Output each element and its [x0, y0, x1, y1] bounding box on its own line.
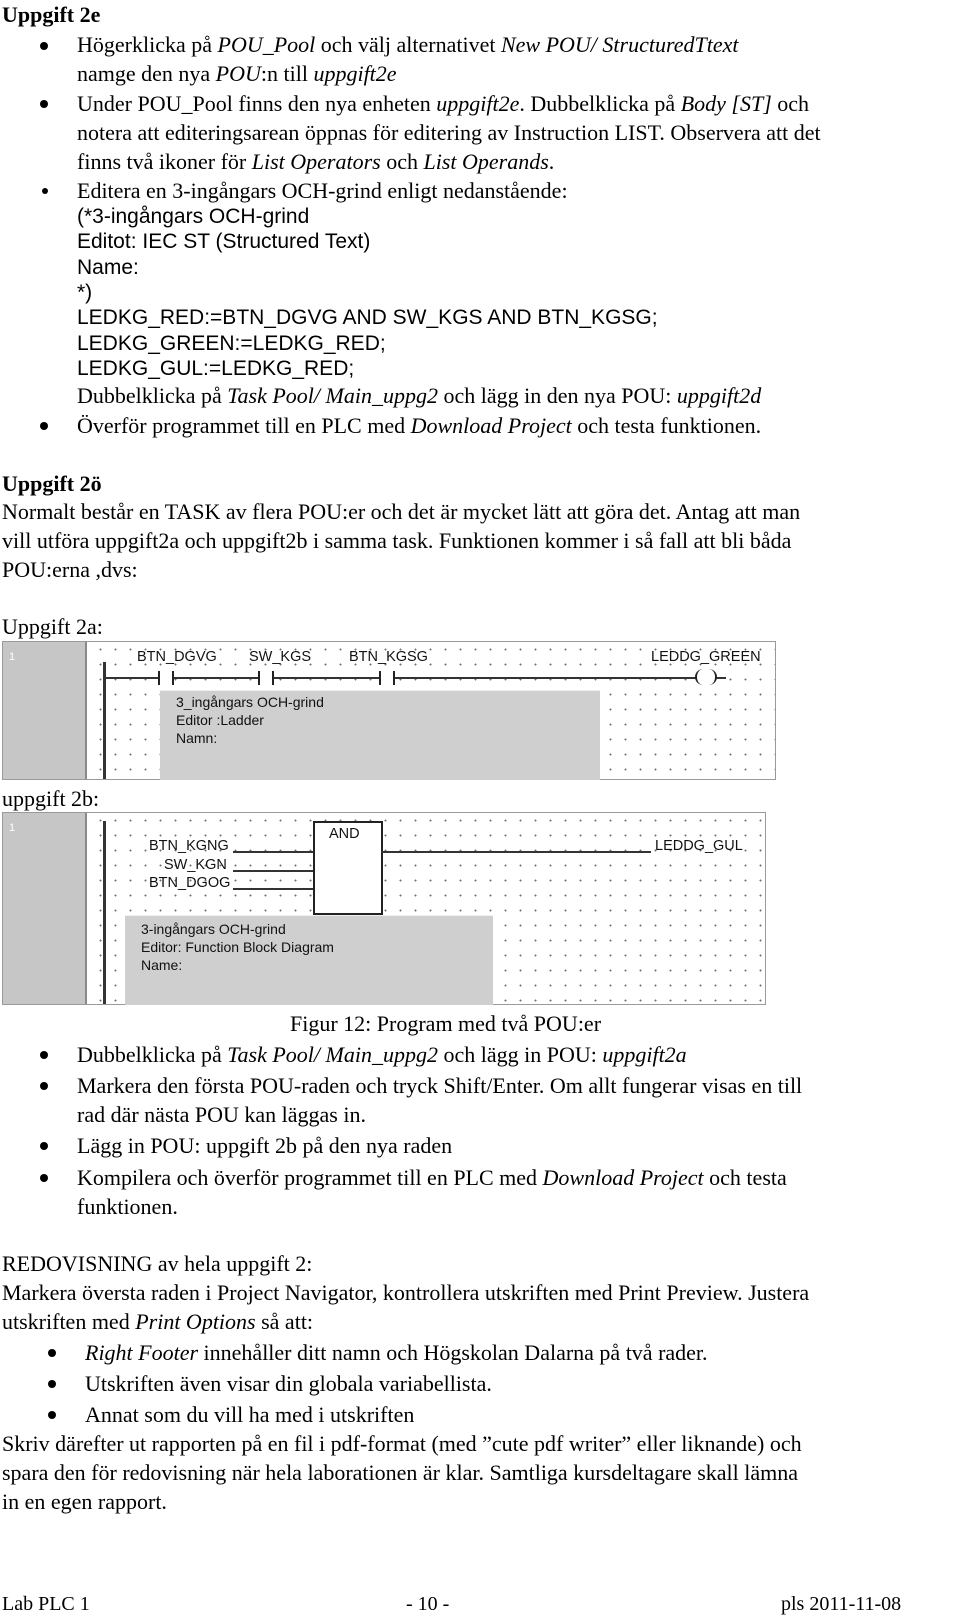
- bullet-dot: [40, 1142, 48, 1150]
- code-line: Editot: IEC ST (Structured Text): [77, 230, 371, 253]
- input-label: BTN_DGOG: [149, 875, 231, 891]
- paragraph-line: POU:erna ,dvs:: [2, 557, 138, 582]
- rung-wire: [106, 677, 726, 679]
- input-label: SW_KGN: [164, 857, 227, 873]
- bullet-dot: [48, 1380, 56, 1388]
- input-wire: [233, 851, 313, 853]
- comment-line: Editor: Function Block Diagram: [141, 939, 334, 955]
- print-option-bullet-2: Utskriften även visar din globala variabellista.: [85, 1371, 492, 1396]
- instruction-bullet-2-line-2: rad där nästa POU kan läggas in.: [77, 1102, 366, 1127]
- coil-symbol: [695, 669, 717, 685]
- input-wire: [233, 888, 313, 890]
- contact-label: SW_KGS: [249, 649, 312, 665]
- bullet-dot: [48, 1349, 56, 1357]
- print-option-bullet-3: Annat som du vill ha med i utskriften: [85, 1402, 415, 1427]
- footer-right: pls 2011-11-08: [781, 1593, 902, 1615]
- input-wire: [233, 870, 313, 872]
- instruction-bullet-4-line-1: Kompilera och överför programmet till en PLC med Download Project och testa: [77, 1165, 787, 1190]
- comment-line: 3_ingångars OCH-grind: [176, 694, 324, 710]
- contact-symbol: [379, 671, 395, 685]
- figure-caption: Figur 12: Program med två POU:er: [290, 1011, 602, 1036]
- left-power-rail: [103, 821, 106, 1004]
- row-number-column: [3, 642, 87, 779]
- bullet-dot: [40, 1174, 48, 1182]
- bullet-dot: [40, 1051, 48, 1059]
- paragraph-line: Normalt består en TASK av flera POU:er och det är mycket lätt att göra det. Antag att man: [2, 499, 801, 524]
- heading-uppgift-2o: Uppgift 2ö: [2, 471, 102, 496]
- heading-uppgift-2e: Uppgift 2e: [2, 2, 101, 27]
- network-comment: [160, 690, 600, 780]
- contact-symbol: [158, 671, 174, 685]
- footer-page-number: - 10 -: [406, 1593, 450, 1615]
- final-paragraph-line: spara den för redovisning när hela laborationen är klar. Samtliga kursdeltagare skall lämna: [2, 1460, 798, 1485]
- instruction-bullet-1: Dubbelklicka på Task Pool/ Main_uppg2 och lägg in POU: uppgift2a: [77, 1042, 687, 1067]
- bullet-dot: [48, 1411, 56, 1419]
- fbd-diagram-screenshot: [2, 812, 766, 1005]
- block-type-label: AND: [329, 826, 360, 842]
- bullet-3-line-1: Editera en 3-ingångars OCH-grind enligt nedanstående:: [77, 178, 568, 203]
- left-power-rail: [103, 662, 106, 779]
- comment-line: Editor :Ladder: [176, 712, 264, 728]
- bullet-1-line-1: Högerklicka på POU_Pool och välj alternativet New POU/ StructuredTtext: [77, 32, 739, 57]
- label-uppgift-2a: Uppgift 2a:: [2, 614, 103, 639]
- comment-line: Name:: [141, 957, 183, 973]
- bullet-4: Överför programmet till en PLC med Download Project och testa funktionen.: [77, 413, 762, 438]
- comment-line: Namn:: [176, 730, 218, 746]
- bullet-dot: [40, 1082, 48, 1090]
- instruction-bullet-3: Lägg in POU: uppgift 2b på den nya raden: [77, 1133, 453, 1158]
- input-label: BTN_KGNG: [149, 838, 229, 854]
- bullet-1-line-2: namge den nya POU:n till uppgift2e: [77, 61, 397, 86]
- coil-label: LEDDG_GREEN: [651, 649, 761, 665]
- code-line: LEDKG_RED:=BTN_DGVG AND SW_KGS AND BTN_KGSG;: [77, 306, 658, 329]
- output-label: LEDDG_GUL: [655, 838, 743, 854]
- footer-left: Lab PLC 1: [2, 1593, 90, 1615]
- redovisning-heading: REDOVISNING av hela uppgift 2:: [2, 1251, 313, 1276]
- network-comment: [125, 915, 493, 1005]
- instruction-bullet-2-line-1: Markera den första POU-raden och tryck Shift/Enter. Om allt fungerar visas en till: [77, 1073, 803, 1098]
- bullet-dot: [40, 42, 48, 50]
- row-number: 1: [9, 651, 16, 663]
- bullet-dot: [40, 100, 48, 108]
- bullet-dot: [40, 422, 48, 430]
- row-number: 1: [9, 822, 16, 834]
- bullet-2-line-1: Under POU_Pool finns den nya enheten uppgift2e. Dubbelklicka på Body [ST] och: [77, 91, 810, 116]
- code-line: LEDKG_GUL:=LEDKG_RED;: [77, 357, 355, 380]
- final-paragraph-line: Skriv därefter ut rapporten på en fil i pdf-format (med ”cute pdf writer” eller liknande) och: [2, 1431, 802, 1456]
- bullet-3-last-line: Dubbelklicka på Task Pool/ Main_uppg2 och lägg in den nya POU: uppgift2d: [77, 383, 762, 408]
- bullet-dot: [42, 188, 48, 194]
- code-line: (*3-ingångars OCH-grind: [77, 205, 310, 228]
- ladder-diagram-screenshot: [2, 641, 776, 780]
- and-block: [313, 821, 383, 915]
- print-option-bullet-1: Right Footer innehåller ditt namn och Högskolan Dalarna på två rader.: [85, 1340, 708, 1365]
- code-line: Name:: [77, 256, 139, 279]
- output-wire: [381, 851, 651, 853]
- paragraph-line: vill utföra uppgift2a och uppgift2b i samma task. Funktionen kommer i så fall att bli båda: [2, 528, 792, 553]
- redovisning-line-1: Markera översta raden i Project Navigator, kontrollera utskriften med Print Preview. Justera: [2, 1280, 810, 1305]
- bullet-2-line-2: notera att editeringsarean öppnas för editering av Instruction LIST. Observera att det: [77, 120, 821, 145]
- contact-label: BTN_KGSG: [349, 649, 428, 665]
- code-line: LEDKG_GREEN:=LEDKG_RED;: [77, 332, 386, 355]
- redovisning-line-2: utskriften med Print Options så att:: [2, 1309, 314, 1334]
- contact-label: BTN_DGVG: [137, 649, 217, 665]
- contact-symbol: [258, 671, 274, 685]
- final-paragraph-line: in en egen rapport.: [2, 1489, 167, 1514]
- code-line: *): [77, 281, 93, 304]
- label-uppgift-2b: uppgift 2b:: [2, 786, 100, 811]
- instruction-bullet-4-line-2: funktionen.: [77, 1194, 178, 1219]
- bullet-2-line-3: finns två ikoner för List Operators och List Operands.: [77, 149, 555, 174]
- comment-line: 3-ingångars OCH-grind: [141, 921, 286, 937]
- row-number-column: [3, 813, 87, 1004]
